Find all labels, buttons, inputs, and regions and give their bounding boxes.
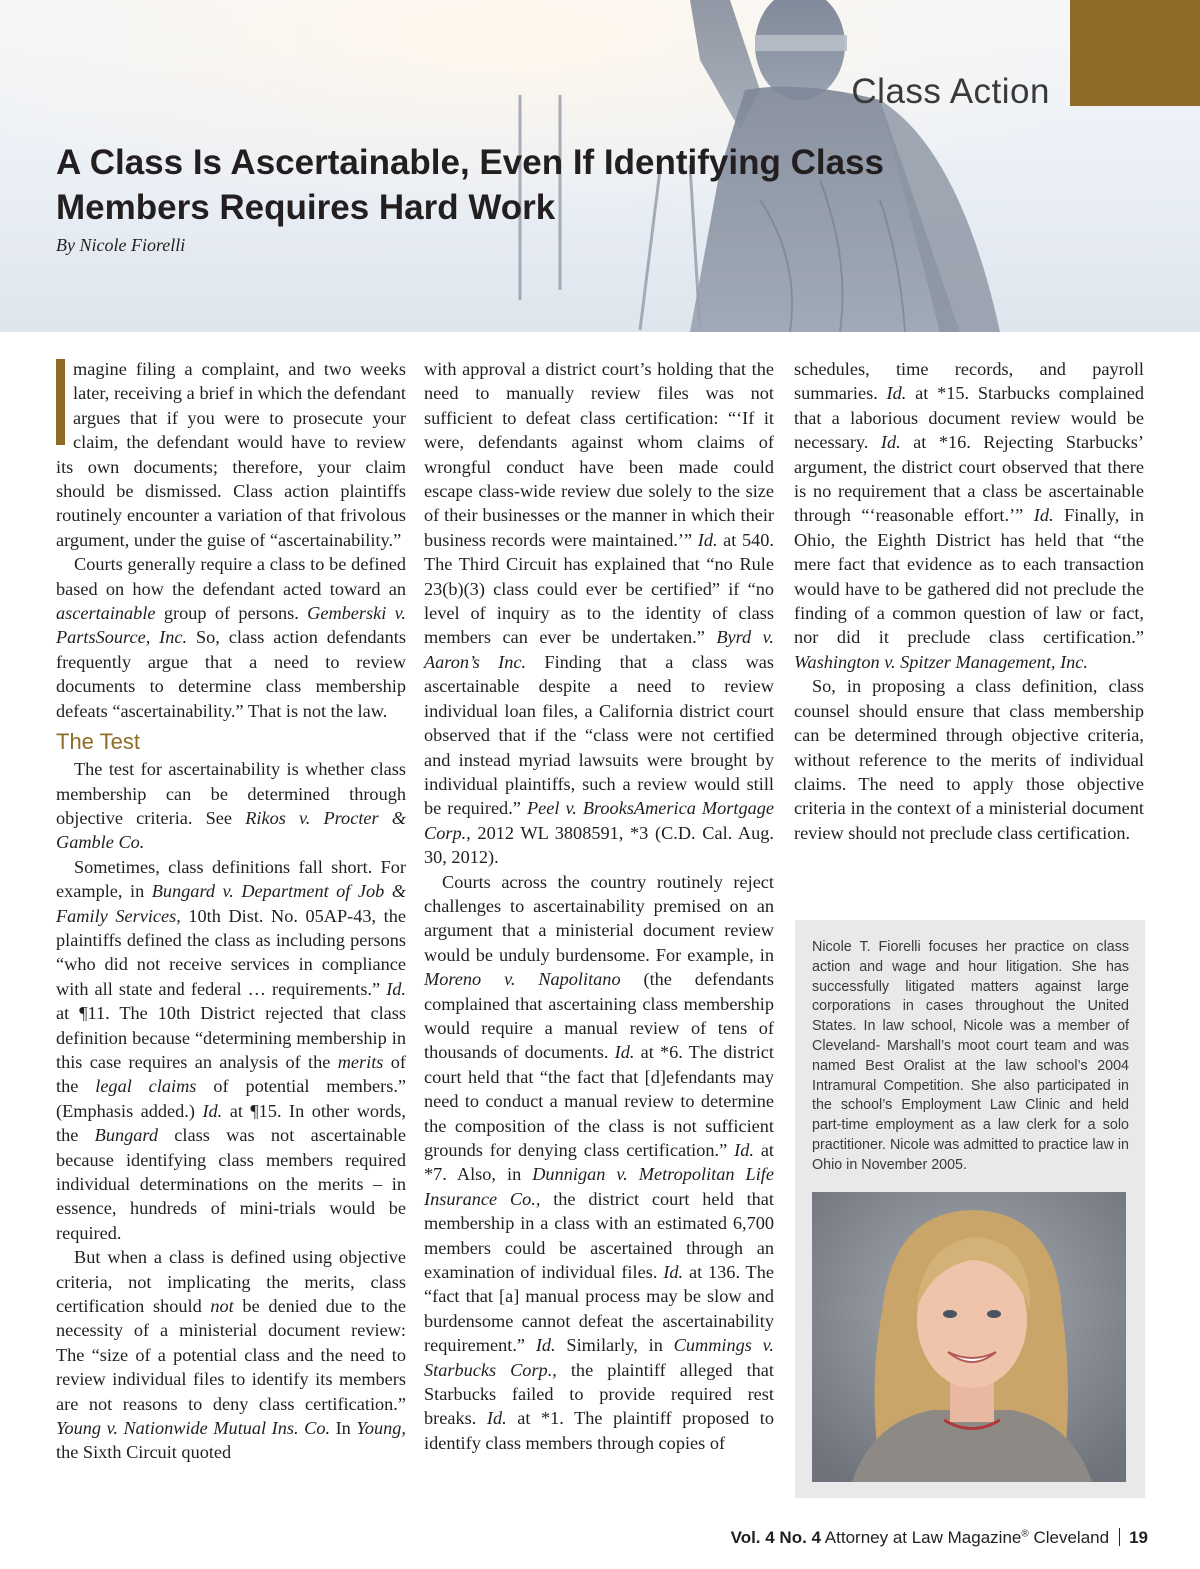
magazine-name: Attorney at Law Magazine [824,1528,1022,1547]
author-bio-box [795,920,1145,1498]
footer-divider [1119,1528,1120,1546]
article-title: A Class Is Ascertainable, Even If Identifying Class Members Requires Hard Work [56,143,884,227]
paragraph: But when a class is defined using objective criteria, not implicating the merits, class certification should not be denied due to the necessity of a ministerial document review: The “size of a potential class and the need to review individual files to identify its members are not reasons to deny class certification.” Young v. Nationwide Mutual Ins. Co. In Young, the Sixth Circuit quoted [56,1247,406,1463]
page-footer [731,1528,1148,1548]
paragraph: with approval a district court’s holding that the need to manually review files was not sufficient to defeat class certification: “‘If it were, defendants against whom claims of wrongful conduct have been made could escape class-wide review due solely to the size of their businesses or the manner in which their business records were maintained.’” Id. at 540. The Third Circuit has explained that “no Rule 23(b)(3) class could ever be certified” if “no level of inquiry as to the identity of class members can ever be undertaken.” Byrd v. Aaron’s Inc. Finding that a class was ascertainable despite a need to review individual loan files, a California district court observed that if the “class were not certified and instead myriad lawsuits were brought by individual plaintiffs, such a review would still be required.” Peel v. BrooksAmerica Mortgage Corp., 2012 WL 3808591, *3 (C.D. Cal. Aug. 30, 2012). [424,359,774,868]
section-label: Class Action [851,72,1050,111]
byline: By Nicole Fiorelli [56,235,186,255]
article-column-3 [794,357,1144,845]
drop-cap-bar [56,359,65,445]
page-number: 19 [1129,1528,1148,1547]
subheading: The Test [56,729,140,755]
paragraph: The test for ascertainability is whether class membership can be determined through objective criteria. See Rikos v. Procter & Gamble Co. [56,759,406,853]
paragraph: schedules, time records, and payroll summaries. Id. at *15. Starbucks complained that a laborious document review would be necessary. Id. at *16. Rejecting Starbucks’ argument, the district court observed that there is no requirement that a class be ascertainable through “‘reasonable effort.’” Id. Finally, in Ohio, the Eighth District has held that “the mere fact that evidence as to each transaction would have to be gathered did not preclude the finding of a common question of law or fact, nor did it preclude class certification.” Washington v. Spitzer Management, Inc. [794,359,1144,672]
article-column-2 [424,357,774,1455]
paragraph: So, in proposing a class definition, class counsel should ensure that class membership can be determined through objective criteria, without reference to the merits of individual claims. The need to apply those objective criteria in the context of a ministerial document review should not preclude class certification. [794,676,1144,843]
section-color-tab [1070,0,1200,106]
paragraph: Sometimes, class definitions fall short. For example, in Bungard v. Department of Job & Family Services, 10th Dist. No. 05AP-43, the plaintiffs defined the class as including persons “who did not receive services in compliance with all state and federal … requirements.” Id. at ¶11. The 10th District rejected that class definition because “determining membership in this case requires an analysis of the merits of the legal claims of potential members.” (Emphasis added.) Id. at ¶15. In other words, the Bungard class was not ascertainable because identifying class members required individual determinations on the merits – in essence, hundreds of mini-trials would be required. [56,856,407,1243]
article-column-1 [56,357,406,1465]
paragraph: magine filing a complaint, and two weeks later, receiving a brief in which the defendant argues that if you were to prosecute your claim, the defendant would have to review its own documents; therefore, your claim should be dismissed. Class action plaintiffs routinely encounter a variation of that frivolous argument, under the guise of “ascertainability.” [56,359,406,550]
volume-issue: Vol. 4 No. 4 [730,1528,821,1547]
author-photo [812,1192,1126,1482]
paragraph: Courts across the country routinely reject challenges to ascertainability premised on an argument that a ministerial document review would be unduly burdensome. For example, in Moreno v. Napolitano (the defendants complained that ascertaining class membership would require a manual review of tens of thousands of documents. Id. at *6. The district court held that “the fact that [d]efendants may need to conduct a manual review to determine the composition of the class is not sufficient grounds for denying class certification.” Id. at *7. Also, in Dunnigan v. Metropolitan Life Insurance Co., the district court held that membership in a class with an estimated 6,700 members could be ascertained through an examination of individual files. Id. at 136. The “fact that [a] manual process may be slow and burdensome cannot defeat the ascertainability requirement.” Id. Similarly, in Cummings v. Starbucks Corp., the plaintiff alleged that Starbucks failed to provide required rest breaks. Id. at *1. The plaintiff proposed to identify class members through copies of [424,871,775,1453]
registered-mark: ® [1021,1528,1029,1540]
author-bio-text: Nicole T. Fiorelli focuses her practice on class action and wage and hour litigation. She has successfully litigated matters against large corporations in cases throughout the United States. In law school, Nicole was a member of Cleveland- Marshall’s moot court team and was named Best Oralist at the law school’s 2004 Intramural Competition. She also participated in the school’s Employment Law Clinic and held part-time employment as a law clerk for a solo practitioner. Nicole was admitted to practice law in Ohio in November 2005. [812,939,1129,1173]
paragraph: Courts generally require a class to be defined based on how the defendant acted toward an ascertainable group of persons. Gemberski v. PartsSource, Inc. So, class action defendants frequently argue that a need to review documents to determine class membership defeats “ascertainability.” That is not the law. [56,554,406,721]
city-edition: Cleveland [1033,1528,1110,1547]
